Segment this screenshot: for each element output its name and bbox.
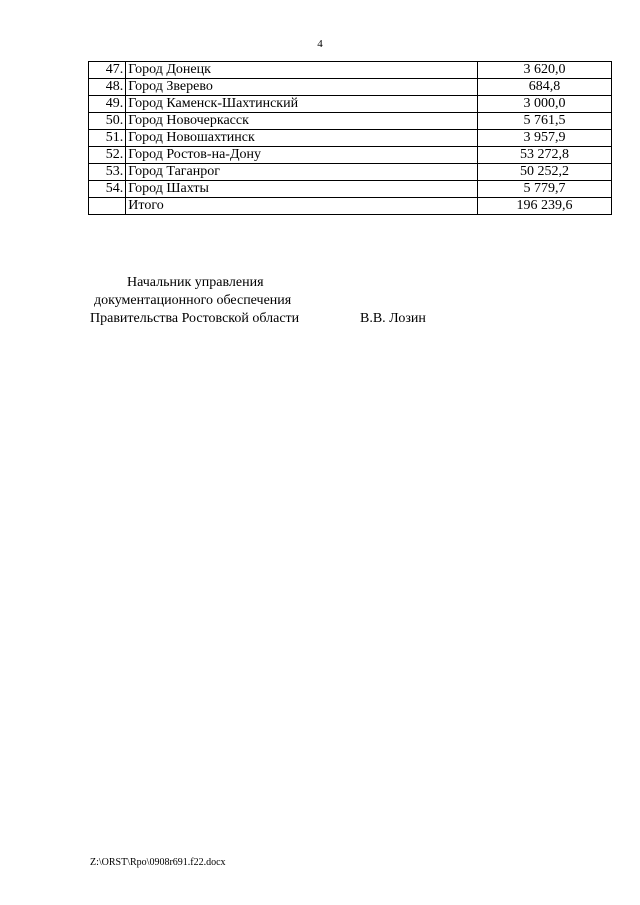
signatory-title-line-2: документационного обеспечения — [94, 293, 292, 308]
total-number — [89, 198, 126, 215]
table-row — [89, 164, 612, 181]
table-total-row — [89, 198, 612, 215]
table-row — [89, 62, 612, 79]
row-amount: 50 252,2 — [477, 164, 611, 181]
row-amount: 5 779,7 — [477, 181, 611, 198]
row-amount: 53 272,8 — [477, 147, 611, 164]
table-row — [89, 96, 612, 113]
row-number: 54. — [89, 181, 126, 198]
row-number: 52. — [89, 147, 126, 164]
file-path-footer: Z:\ORST\Rpo\0908r691.f22.docx — [90, 857, 226, 868]
row-city-name: Город Шахты — [126, 181, 478, 198]
table-row — [89, 130, 612, 147]
row-amount: 3 957,9 — [477, 130, 611, 147]
signatory-name: В.В. Лозин — [360, 311, 426, 326]
row-city-name: Город Новошахтинск — [126, 130, 478, 147]
row-number: 53. — [89, 164, 126, 181]
row-number: 48. — [89, 79, 126, 96]
total-amount: 196 239,6 — [477, 198, 611, 215]
row-number: 47. — [89, 62, 126, 79]
row-number: 51. — [89, 130, 126, 147]
total-label: Итого — [126, 198, 478, 215]
allocation-table — [88, 61, 612, 215]
signatory-title-line-3: Правительства Ростовской области — [90, 311, 300, 326]
signatory-title-line-1: Начальник управления — [127, 275, 264, 290]
row-amount: 684,8 — [477, 79, 611, 96]
page-number: 4 — [317, 38, 323, 50]
row-city-name: Город Новочеркасск — [126, 113, 478, 130]
table-row — [89, 147, 612, 164]
row-city-name: Город Зверево — [126, 79, 478, 96]
row-number: 50. — [89, 113, 126, 130]
row-city-name: Город Донецк — [126, 62, 478, 79]
row-amount: 3 000,0 — [477, 96, 611, 113]
table-row — [89, 113, 612, 130]
row-number: 49. — [89, 96, 126, 113]
row-city-name: Город Ростов-на-Дону — [126, 147, 478, 164]
row-amount: 3 620,0 — [477, 62, 611, 79]
row-city-name: Город Каменск-Шахтинский — [126, 96, 478, 113]
row-city-name: Город Таганрог — [126, 164, 478, 181]
table-row — [89, 79, 612, 96]
table-row — [89, 181, 612, 198]
row-amount: 5 761,5 — [477, 113, 611, 130]
